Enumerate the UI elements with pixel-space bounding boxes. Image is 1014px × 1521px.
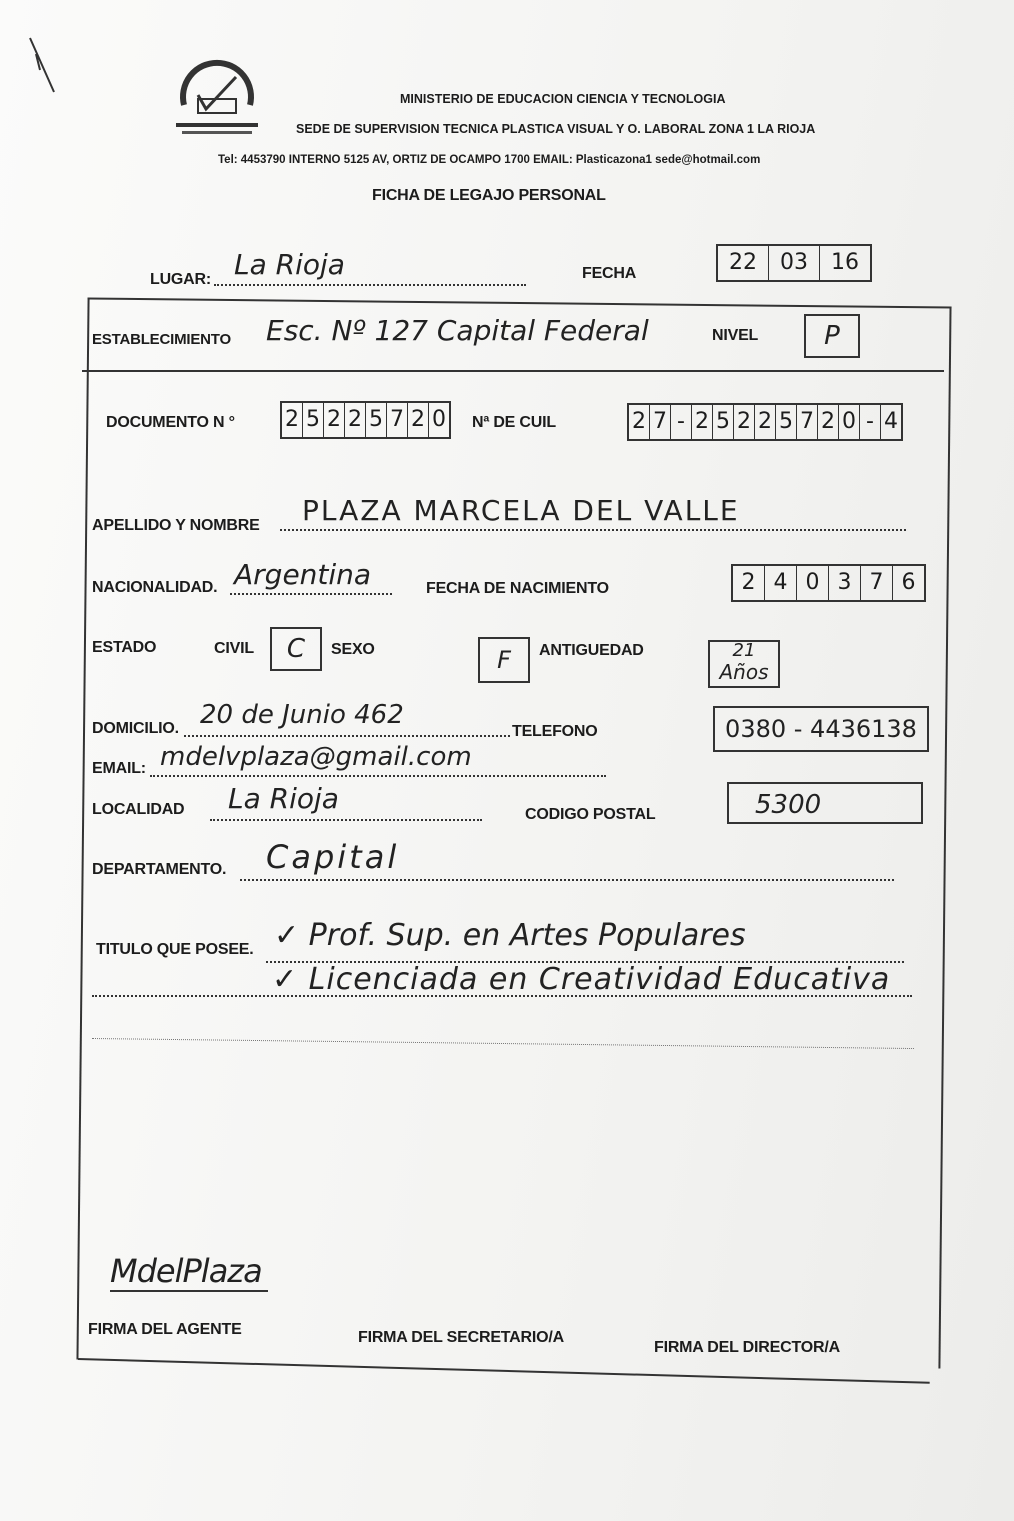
firma-agente-label: FIRMA DEL AGENTE [88, 1321, 242, 1338]
cuil-digit: 2 [818, 405, 839, 439]
nacimiento-digit: 7 [861, 566, 893, 600]
cuil-digit: 2 [629, 405, 650, 439]
fecha-day: 22 [718, 246, 769, 280]
nacimiento-cells [731, 564, 926, 602]
departamento-line [240, 878, 894, 881]
codigo-postal-value: 5300 [727, 782, 923, 824]
apellido-line [280, 528, 906, 531]
email-label: EMAIL: [92, 760, 146, 777]
cuil-digit: 2 [692, 405, 713, 439]
documento-digit: 0 [432, 407, 446, 432]
localidad-value: La Rioja [228, 782, 339, 815]
cuil-digit: 7 [650, 405, 671, 439]
nivel-value: P [804, 314, 860, 358]
form-title: FICHA DE LEGAJO PERSONAL [372, 187, 606, 204]
establecimiento-value: Esc. Nº 127 Capital Federal [266, 314, 649, 347]
cuil-digit: 5 [776, 405, 797, 439]
contact-line: Tel: 4453790 INTERNO 5125 AV, ORTIZ DE OCAMPO 1700 EMAIL: Plasticazona1 sede@hotmail.com [218, 154, 761, 166]
estado-label: ESTADO [92, 639, 157, 656]
nacimiento-label: FECHA DE NACIMIENTO [426, 580, 609, 597]
cuil-digit: 4 [884, 409, 898, 434]
nacionalidad-line [230, 592, 392, 595]
lugar-label: LUGAR: [150, 271, 212, 288]
fecha-label: FECHA [582, 265, 637, 282]
sede-title: SEDE DE SUPERVISION TECNICA PLASTICA VISUAL Y O. LABORAL ZONA 1 LA RIOJA [296, 122, 816, 136]
cuil-digit: 2 [755, 405, 776, 439]
nacimiento-digit: 4 [765, 566, 797, 600]
cuil-label: Nª DE CUIL [472, 414, 556, 431]
telefono-value: 0380 - 4436138 [713, 706, 929, 752]
establecimiento-label: ESTABLECIMIENTO [92, 331, 231, 348]
nivel-label: NIVEL [712, 327, 759, 344]
documento-digit: 2 [282, 403, 303, 437]
documento-digit: 2 [345, 403, 366, 437]
antiguedad-box [708, 640, 780, 688]
nacimiento-digit: 3 [829, 566, 861, 600]
telefono-label: TELEFONO [512, 723, 598, 740]
titulo-label: TITULO QUE POSEE. [96, 941, 254, 958]
sexo-value: F [478, 637, 530, 683]
estado-civil-value: C [270, 627, 322, 671]
fecha-cells [716, 244, 872, 282]
cuil-digit: 0 [839, 405, 860, 439]
cuil-digit: - [671, 405, 692, 439]
civil-label: CIVIL [214, 640, 254, 657]
cuil-cells [627, 403, 903, 441]
email-line [150, 774, 606, 777]
ministry-title: MINISTERIO DE EDUCACION CIENCIA Y TECNOLOGIA [400, 92, 726, 106]
pen-mark [14, 30, 64, 100]
ministry-logo-icon [172, 55, 262, 145]
apellido-value: PLAZA MARCELA DEL VALLE [302, 494, 740, 527]
documento-label: DOCUMENTO N ° [106, 414, 235, 431]
cuil-digit: 2 [734, 405, 755, 439]
departamento-value: Capital [266, 838, 400, 876]
documento-digit: 2 [408, 403, 429, 437]
nacimiento-digit: 2 [733, 566, 765, 600]
sexo-label: SEXO [331, 641, 375, 658]
titulo-value-2: ✓ Licenciada en Creatividad Educativa [272, 962, 891, 997]
fecha-year: 16 [831, 250, 859, 275]
lugar-line [214, 283, 526, 286]
documento-digit: 7 [387, 403, 408, 437]
firma-director-label: FIRMA DEL DIRECTOR/A [654, 1339, 840, 1356]
cuil-digit: 7 [797, 405, 818, 439]
antiguedad-label: ANTIGUEDAD [539, 642, 644, 659]
cuil-digit: 5 [713, 405, 734, 439]
establecimiento-divider [82, 370, 944, 372]
antiguedad-years: 21 [732, 640, 756, 661]
titulo-value-1: ✓ Prof. Sup. en Artes Populares [274, 918, 746, 953]
codigo-postal-label: CODIGO POSTAL [525, 806, 656, 823]
antiguedad-unit: Años [719, 660, 769, 684]
email-value: mdelvplaza@gmail.com [160, 742, 472, 772]
documento-cells [280, 401, 451, 439]
domicilio-value: 20 de Junio 462 [200, 700, 404, 730]
cuil-digit: - [860, 405, 881, 439]
nacimiento-digit: 0 [797, 566, 829, 600]
documento-digit: 5 [303, 403, 324, 437]
domicilio-label: DOMICILIO. [92, 720, 179, 737]
domicilio-line [184, 734, 510, 737]
localidad-label: LOCALIDAD [92, 801, 185, 818]
agent-signature: MdelPlaza [110, 1252, 268, 1292]
nacionalidad-label: NACIONALIDAD. [92, 579, 218, 596]
departamento-label: DEPARTAMENTO. [92, 861, 227, 878]
documento-digit: 2 [324, 403, 345, 437]
lugar-value: La Rioja [234, 248, 345, 281]
nacimiento-digit: 6 [901, 570, 916, 595]
apellido-label: APELLIDO Y NOMBRE [92, 517, 260, 534]
firma-secretario-label: FIRMA DEL SECRETARIO/A [358, 1329, 564, 1346]
nacionalidad-value: Argentina [234, 558, 372, 591]
fecha-month: 03 [769, 246, 820, 280]
localidad-line [210, 818, 482, 821]
documento-digit: 5 [366, 403, 387, 437]
form-frame [76, 298, 951, 1369]
